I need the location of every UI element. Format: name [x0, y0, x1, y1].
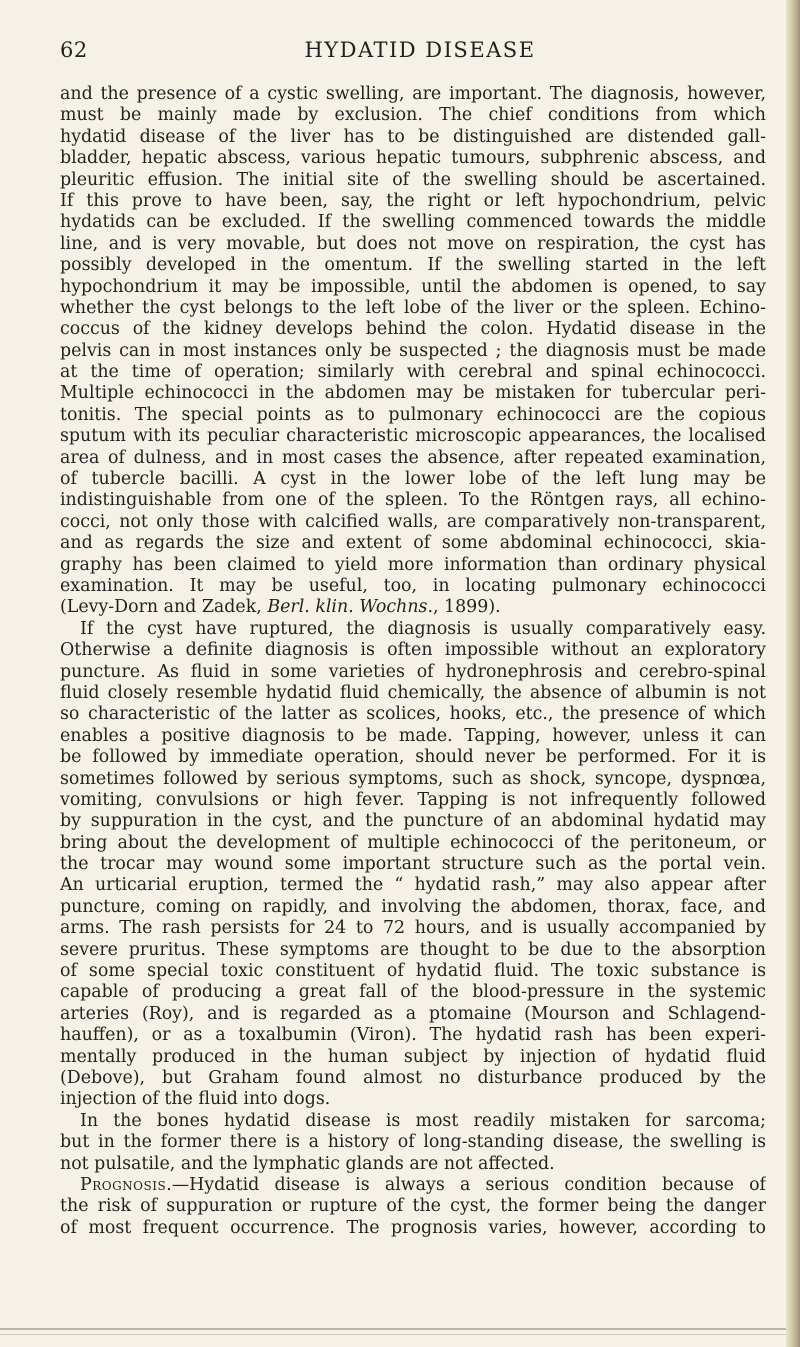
text-line: puncture, coming on rapidly, and involving the abdomen, thorax, face, and [60, 896, 766, 917]
text-line: bring about the development of multiple echinococci of the peritoneum, or [60, 832, 766, 853]
text-line: capable of producing a great fall of the blood-pressure in the systemic [60, 982, 766, 1003]
text-line: An urticarial eruption, termed the “ hydatid rash,” may also appear after [60, 875, 766, 896]
text-line: graphy has been claimed to yield more information than ordinary physical [60, 554, 766, 575]
text-line: fluid closely resemble hydatid fluid chemically, the absence of albumin is not [60, 682, 766, 703]
text-line: enables a positive diagnosis to be made. Tapping, however, unless it can [60, 725, 766, 746]
text-line-citation: (Levy-Dorn and Zadek, Berl. klin. Wochns., 1899). [60, 597, 501, 618]
text-line-prognosis-heading: Prognosis.—Hydatid disease is always a serious condition because of [80, 1174, 766, 1195]
text-line: possibly developed in the omentum. If the swelling started in the left [60, 255, 766, 276]
page-bottom-edge [0, 1328, 786, 1330]
text-line: hauffen), or as a toxalbumin (Viron). The hydatid rash has been experi- [60, 1025, 766, 1046]
text-line: hydatids can be excluded. If the swelling commenced towards the middle [60, 212, 766, 233]
text-line: whether the cyst belongs to the left lobe of the liver or the spleen. Echino- [60, 297, 766, 318]
journal-citation: Berl. klin. Wochns. [267, 597, 433, 618]
text-line: cocci, not only those with calcified walls, are comparatively non-transparent, [60, 511, 766, 532]
text-line: and the presence of a cystic swelling, are important. The diagnosis, however, [60, 84, 766, 104]
text-line: must be mainly made by exclusion. The chief conditions from which [60, 105, 766, 126]
text-line-paragraph-start: In the bones hydatid disease is most readily mistaken for sarcoma; [80, 1110, 766, 1131]
text-line: indistinguishable from one of the spleen. To the Röntgen rays, all echino- [60, 490, 766, 511]
text-line: of some special toxic constituent of hydatid fluid. The toxic substance is [60, 961, 766, 982]
page-bottom-edge-shadow [0, 1334, 786, 1335]
text-line: If this prove to have been, say, the right or left hypochondrium, pelvic [60, 190, 766, 211]
running-title: HYDATID DISEASE [304, 38, 536, 62]
text-line: pelvis can in most instances only be suspected ; the diagnosis must be made [60, 340, 766, 361]
text-line: arms. The rash persists for 24 to 72 hours, and is usually accompanied by [60, 918, 766, 939]
text-line: hydatid disease of the liver has to be distinguished are distended gall- [60, 126, 766, 147]
page-edge-highlight [792, 0, 794, 1347]
text-line: the risk of suppuration or rupture of the cyst, the former being the danger [60, 1196, 766, 1217]
text-line: examination. It may be useful, too, in locating pulmonary echinococci [60, 575, 766, 596]
text-line-paragraph-end: not pulsatile, and the lymphatic glands are not affected. [60, 1153, 555, 1174]
text-line: be followed by immediate operation, should never be performed. For it is [60, 747, 766, 768]
text-line: of most frequent occurrence. The prognosis varies, however, according to [60, 1217, 766, 1238]
text-line: hypochondrium it may be impossible, until the abdomen is opened, to say [60, 276, 766, 297]
text-line: area of dulness, and in most cases the absence, after repeated examination, [60, 447, 766, 468]
text-line-paragraph-end: injection of the fluid into dogs. [60, 1089, 331, 1110]
text-line: line, and is very movable, but does not move on respiration, the cyst has [60, 233, 766, 254]
text-line: (Debove), but Graham found almost no disturbance produced by the [60, 1067, 766, 1088]
text-line: pleuritic effusion. The initial site of the swelling should be ascertained. [60, 169, 766, 190]
text-line: sometimes followed by serious symptoms, such as shock, syncope, dyspnœa, [60, 768, 766, 789]
text-line: mentally produced in the human subject by injection of hydatid fluid [60, 1046, 766, 1067]
text-line: tonitis. The special points as to pulmonary echinococci are the copious [60, 404, 766, 425]
text-line: so characteristic of the latter as scolices, hooks, etc., the presence of which [60, 704, 766, 725]
text-line: arteries (Roy), and is regarded as a ptomaine (Mourson and Schlagend- [60, 1003, 766, 1024]
page-number: 62 [60, 38, 88, 62]
text-line: by suppuration in the cyst, and the puncture of an abdominal hydatid may [60, 811, 766, 832]
text-line: bladder, hepatic abscess, various hepatic tumours, subphrenic abscess, and [60, 148, 766, 169]
running-head [60, 38, 780, 68]
text-line: puncture. As fluid in some varieties of hydronephrosis and cerebro-spinal [60, 661, 766, 682]
text-line: but in the former there is a history of long-standing disease, the swelling is [60, 1132, 766, 1153]
text-line: sputum with its peculiar characteristic microscopic appearances, the localised [60, 426, 766, 447]
text-line: Otherwise a definite diagnosis is often impossible without an exploratory [60, 640, 766, 661]
text-line: coccus of the kidney develops behind the colon. Hydatid disease in the [60, 319, 766, 340]
text-line-paragraph-start: If the cyst have ruptured, the diagnosis is usually comparatively easy. [80, 618, 766, 639]
text-line: and as regards the size and extent of some abdominal echinococci, skia- [60, 533, 766, 554]
text-line: vomiting, convulsions or high fever. Tapping is not infrequently followed [60, 789, 766, 810]
prognosis-heading: Prognosis [80, 1174, 167, 1195]
text-line: at the time of operation; similarly with cerebral and spinal echinococci. [60, 362, 766, 383]
body-text [60, 84, 766, 1239]
text-line: severe pruritus. These symptoms are thought to be due to the absorption [60, 939, 766, 960]
text-line: Multiple echinococci in the abdomen may be mistaken for tubercular peri- [60, 383, 766, 404]
text-line: the trocar may wound some important structure such as the portal vein. [60, 854, 766, 875]
text-line: of tubercle bacilli. A cyst in the lower lobe of the left lung may be [60, 469, 766, 490]
